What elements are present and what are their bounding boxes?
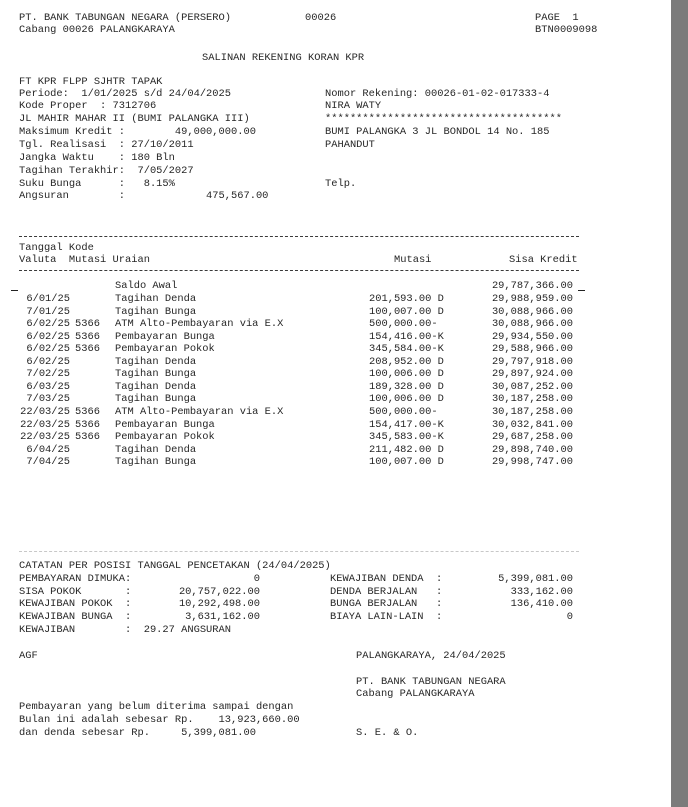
summary-left-value-2: 10,292,498.00 — [178, 598, 260, 610]
summary-right-value-2: 136,410.00 — [510, 598, 573, 610]
row-uraian: Tagihan Bunga — [115, 456, 197, 468]
branch-name: Cabang 00026 PALANGKARAYA — [19, 24, 175, 36]
row-tanggal: 22/03/25 — [20, 406, 70, 418]
column-mutasi: Mutasi — [394, 254, 432, 266]
tgl-realisasi: Tgl. Realisasi : 27/10/2011 — [19, 139, 194, 151]
summary-right-value-0: 5,399,081.00 — [498, 573, 573, 585]
row-tanggal: 6/01/25 — [26, 293, 70, 305]
summary-left-value-3: 3,631,162.00 — [185, 611, 260, 623]
summary-right-label-0: KEWAJIBAN DENDA : — [330, 573, 443, 585]
column-sisa-kredit: Sisa Kredit — [509, 254, 578, 266]
row-tanggal: 7/04/25 — [26, 456, 70, 468]
customer-address: BUMI PALANGKA 3 JL BONDOL 14 No. 185 — [325, 126, 550, 138]
telp-label: Telp. — [325, 178, 357, 190]
summary-right-label-2: BUNGA BERJALAN : — [330, 598, 443, 610]
row-mutasi: 211,482.00 D — [369, 444, 444, 456]
margin-tick-right — [578, 290, 585, 291]
row-tanggal: 6/03/25 — [26, 381, 70, 393]
row-kode: 5366 — [75, 431, 100, 443]
row-kode: 5366 — [75, 419, 100, 431]
agf-label: AGF — [19, 650, 38, 662]
table-header-line2: Valuta Mutasi Uraian — [19, 254, 150, 266]
row-tanggal: 6/02/25 — [26, 318, 70, 330]
footer-bank-name: PT. BANK TABUNGAN NEGARA — [356, 676, 506, 688]
product-name: FT KPR FLPP SJHTR TAPAK — [19, 76, 163, 88]
row-sisa-kredit: 30,088,966.00 — [491, 318, 573, 330]
row-sisa-kredit: 30,088,966.00 — [491, 306, 573, 318]
suku-bunga: Suku Bunga : 8.15% — [19, 178, 175, 190]
summary-left-label-2: KEWAJIBAN POKOK : — [19, 598, 132, 610]
row-tanggal: 7/02/25 — [26, 368, 70, 380]
summary-right-value-1: 333,162.00 — [510, 586, 573, 598]
row-uraian: Tagihan Denda — [115, 444, 197, 456]
row-kode: 5366 — [75, 331, 100, 343]
row-mutasi: 100,006.00 D — [369, 393, 444, 405]
row-sisa-kredit: 29,797,918.00 — [491, 356, 573, 368]
payment-note-3: dan denda sebesar Rp. 5,399,081.00 — [19, 727, 256, 739]
summary-left-value-0: 0 — [253, 573, 260, 585]
row-uraian: Tagihan Denda — [115, 356, 197, 368]
margin-tick-left — [11, 290, 18, 291]
row-tanggal: 22/03/25 — [20, 431, 70, 443]
row-tanggal: 6/02/25 — [26, 343, 70, 355]
row-uraian: Pembayaran Bunga — [115, 419, 215, 431]
page-label: PAGE 1 — [535, 12, 579, 24]
row-sisa-kredit: 30,187,258.00 — [491, 406, 573, 418]
row-sisa-kredit: 29,898,740.00 — [491, 444, 573, 456]
row-sisa-kredit: 29,588,966.00 — [491, 343, 573, 355]
row-mutasi: 189,328.00 D — [369, 381, 444, 393]
table-header-line1: Tanggal Kode — [19, 242, 94, 254]
document-code: BTN0009098 — [535, 24, 598, 36]
nomor-rekening: Nomor Rekening: 00026-01-02-017333-4 — [325, 88, 550, 100]
row-uraian: ATM Alto-Pembayaran via E.X — [115, 406, 284, 418]
tagihan-terakhir: Tagihan Terakhir: 7/05/2027 — [19, 165, 194, 177]
summary-right-label-3: BIAYA LAIN-LAIN : — [330, 611, 443, 623]
row-uraian: Tagihan Bunga — [115, 368, 197, 380]
maksimum-kredit: Maksimum Kredit : 49,000,000.00 — [19, 126, 256, 138]
branch-code: 00026 — [305, 12, 337, 24]
row-kode: 5366 — [75, 406, 100, 418]
row-sisa-kredit: 29,934,550.00 — [491, 331, 573, 343]
row-tanggal: 6/02/25 — [26, 331, 70, 343]
row-tanggal: 7/03/25 — [26, 393, 70, 405]
row-sisa-kredit: 30,032,841.00 — [491, 419, 573, 431]
row-sisa-kredit: 29,988,959.00 — [491, 293, 573, 305]
summary-right-value-3: 0 — [566, 611, 573, 623]
row-kode: 5366 — [75, 343, 100, 355]
row-uraian: Pembayaran Bunga — [115, 331, 215, 343]
row-sisa-kredit: 29,687,258.00 — [491, 431, 573, 443]
row-tanggal: 6/02/25 — [26, 356, 70, 368]
summary-left-label-0: PEMBAYARAN DIMUKA: — [19, 573, 132, 585]
row-mutasi: 100,007.00 D — [369, 456, 444, 468]
place-date: PALANGKARAYA, 24/04/2025 — [356, 650, 506, 662]
row-tanggal: 22/03/25 — [20, 419, 70, 431]
row-mutasi: 345,583.00-K — [369, 431, 444, 443]
signature-note: S. E. & O. — [356, 727, 419, 739]
row-uraian: Tagihan Denda — [115, 293, 197, 305]
row-tanggal: 6/04/25 — [26, 444, 70, 456]
row-mutasi: 500,000.00- — [369, 318, 438, 330]
kode-proper: Kode Proper : 7312706 — [19, 100, 157, 112]
payment-note-2: Bulan ini adalah sebesar Rp. 13,923,660.00 — [19, 714, 300, 726]
row-uraian: ATM Alto-Pembayaran via E.X — [115, 318, 284, 330]
row-sisa-kredit: 30,187,258.00 — [491, 393, 573, 405]
table-header-rule — [19, 270, 579, 271]
footer-branch: Cabang PALANGKARAYA — [356, 688, 475, 700]
row-uraian: Pembayaran Pokok — [115, 431, 215, 443]
row-tanggal: 7/01/25 — [26, 306, 70, 318]
document-title: SALINAN REKENING KORAN KPR — [202, 52, 365, 64]
table-top-rule — [19, 236, 579, 237]
masked-line: ************************************** — [325, 113, 562, 125]
bank-name: PT. BANK TABUNGAN NEGARA (PERSERO) — [19, 12, 232, 24]
periode: Periode: 1/01/2025 s/d 24/04/2025 — [19, 88, 232, 100]
row-mutasi: 154,416.00-K — [369, 331, 444, 343]
row-uraian: Tagihan Bunga — [115, 306, 197, 318]
jangka-waktu: Jangka Waktu : 180 Bln — [19, 152, 175, 164]
customer-name: NIRA WATY — [325, 100, 382, 112]
row-sisa-kredit: 29,897,924.00 — [491, 368, 573, 380]
summary-left-value-1: 20,757,022.00 — [178, 586, 260, 598]
row-uraian: Tagihan Denda — [115, 381, 197, 393]
summary-title: CATATAN PER POSISI TANGGAL PENCETAKAN (24/04/2025) — [19, 560, 331, 572]
row-mutasi: 500,000.00- — [369, 406, 438, 418]
opening-balance: 29,787,366.00 — [491, 280, 573, 292]
row-uraian: Tagihan Bunga — [115, 393, 197, 405]
kewajiban-angsuran: KEWAJIBAN : 29.27 ANGSURAN — [19, 624, 232, 636]
payment-note-1: Pembayaran yang belum diterima sampai dengan — [19, 701, 294, 713]
row-mutasi: 208,952.00 D — [369, 356, 444, 368]
row-mutasi: 345,584.00-K — [369, 343, 444, 355]
row-sisa-kredit: 30,087,252.00 — [491, 381, 573, 393]
summary-left-label-1: SISA POKOK : — [19, 586, 132, 598]
row-mutasi: 100,006.00 D — [369, 368, 444, 380]
row-mutasi: 201,593.00 D — [369, 293, 444, 305]
row-uraian: Pembayaran Pokok — [115, 343, 215, 355]
summary-right-label-1: DENDA BERJALAN : — [330, 586, 443, 598]
summary-left-label-3: KEWAJIBAN BUNGA : — [19, 611, 132, 623]
row-mutasi: 100,007.00 D — [369, 306, 444, 318]
project-address: JL MAHIR MAHAR II (BUMI PALANGKA III) — [19, 113, 250, 125]
row-mutasi: 154,417.00-K — [369, 419, 444, 431]
opening-label: Saldo Awal — [115, 280, 178, 292]
vertical-scrollbar[interactable] — [671, 0, 688, 807]
row-sisa-kredit: 29,998,747.00 — [491, 456, 573, 468]
summary-rule — [19, 551, 579, 552]
customer-city: PAHANDUT — [325, 139, 375, 151]
row-kode: 5366 — [75, 318, 100, 330]
angsuran: Angsuran : 475,567.00 — [19, 190, 269, 202]
